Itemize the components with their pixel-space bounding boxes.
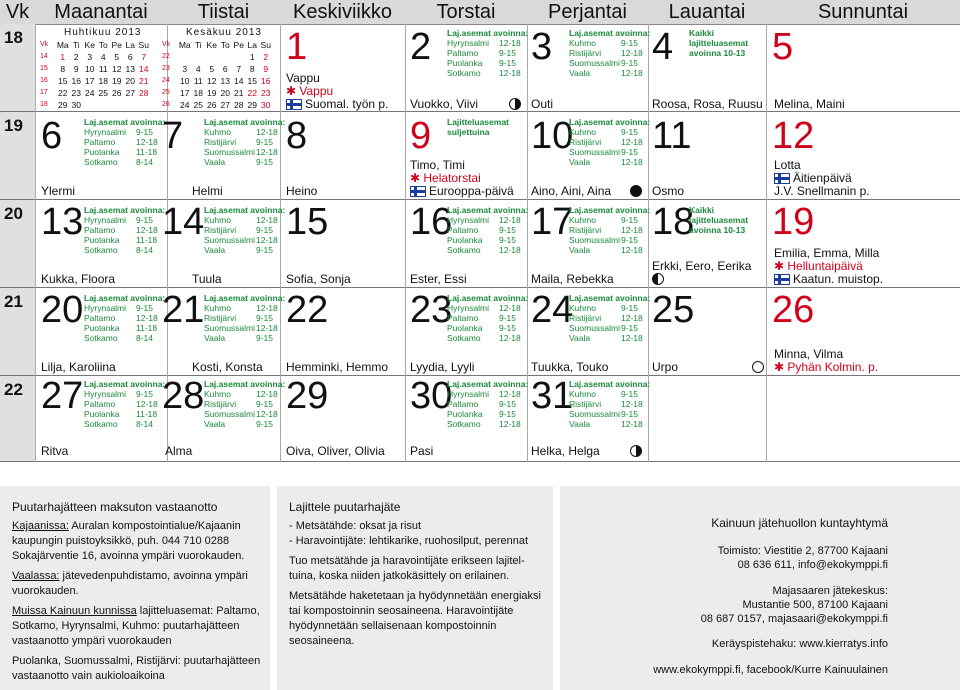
mini-head: Ke: [84, 40, 95, 50]
mini-day: 26: [207, 100, 217, 110]
info-section: [0, 486, 960, 690]
mini-day: 3: [87, 52, 93, 62]
name-day: Sofia, Sonja: [286, 272, 351, 286]
mini-day: 1: [249, 52, 255, 62]
day-number: 5: [772, 26, 794, 68]
mini-day: 4: [100, 52, 106, 62]
name-day: Tuula: [192, 272, 222, 286]
full-moon-icon: [630, 185, 642, 197]
mini-day: 7: [236, 64, 242, 74]
mini-day: 3: [182, 64, 188, 74]
mini-head: Su: [138, 40, 149, 50]
divider: [405, 24, 406, 462]
mini-day: 20: [220, 88, 230, 98]
day-note: Vappu: [286, 71, 320, 85]
name-day: Hemminki, Hemmo: [286, 360, 389, 374]
day-number: 24: [531, 289, 574, 331]
moon-phase-icon: [509, 98, 521, 110]
mini-day: 21: [234, 88, 244, 98]
mini-day: 11: [193, 76, 203, 86]
address-line: Toimisto: Viestitie 2, 87700 Kajaani: [717, 545, 888, 557]
day-number: 15: [286, 201, 329, 243]
mini-day: 9: [73, 64, 79, 74]
opening-hours: Laj.asemat avoinna: Hyrynsalmi 9-15 Paltamo 12-18 Puolanka 11-18 Sotkamo 8-14: [84, 379, 166, 429]
mini-day: 14: [139, 64, 149, 74]
opening-hours: Laj.asemat avoinna: Kuhmo 12-18 Ristijärvi 9-15 Suomussalmi12-18 Vaala 9-15: [204, 117, 286, 167]
mini-week: 23: [162, 65, 170, 72]
mini-day: 13: [220, 76, 230, 86]
mini-week: 26: [162, 101, 170, 108]
mini-head: Ma: [56, 40, 69, 50]
day-header-saturday: Lauantai: [668, 1, 746, 23]
name-day: Emilia, Emma, Milla: [774, 246, 880, 260]
day-header-friday: Perjantai: [548, 1, 627, 23]
finnish-flag-icon: [286, 99, 302, 110]
mini-day: 4: [195, 64, 201, 74]
opening-hours: Laj.asemat avoinna: Hyrynsalmi 9-15 Paltamo 12-18 Puolanka 11-18 Sotkamo 8-14: [84, 205, 166, 255]
day-number: 12: [772, 115, 815, 157]
week-number: 20: [4, 204, 23, 223]
opening-hours: Laj.asemat avoinna: Hyrynsalmi 9-15 Paltamo 12-18 Puolanka 11-18 Sotkamo 8-14: [84, 117, 166, 167]
box-title: Lajittele puutarhajäte: [289, 500, 401, 514]
name-day: Lilja, Karoliina: [41, 360, 116, 374]
mini-day: 5: [209, 64, 215, 74]
day-number: 9: [410, 115, 432, 157]
name-day: Ester, Essi: [410, 272, 467, 286]
name-day: Alma: [165, 444, 193, 458]
mini-head: Pe: [111, 40, 122, 50]
day-header-tuesday: Tiistai: [197, 1, 250, 23]
mini-day: 2: [263, 52, 269, 62]
mini-day: 9: [263, 64, 269, 74]
mini-day: 15: [247, 76, 257, 86]
mini-day: 30: [261, 100, 271, 110]
day-number: 20: [41, 289, 84, 331]
week-number: 18: [4, 28, 23, 47]
opening-hours: Laj.asemat avoinna: Kuhmo 9-15 Ristijärvi 12-18 Suomussalmi9-15 Vaala 12-18: [569, 28, 651, 78]
opening-hours-title: Laj.asemat avoinna:: [569, 28, 651, 38]
mini-day: 20: [125, 76, 135, 86]
name-day: Roosa, Rosa, Ruusu: [652, 97, 763, 111]
mini-day: 18: [98, 76, 108, 86]
contact-line[interactable]: 08 687 0157, majasaari@ekokymppi.fi: [700, 613, 888, 625]
mini-week: 24: [162, 77, 170, 84]
name-day: Melina, Maini: [774, 97, 845, 111]
mini-day: 30: [71, 100, 81, 110]
day-number: 22: [286, 289, 329, 331]
mini-calendar-table: [40, 39, 151, 111]
mini-day: 2: [73, 52, 79, 62]
mini-day: 11: [98, 64, 108, 74]
name-day: Pasi: [410, 444, 434, 458]
moon-phase-icon: [652, 273, 664, 285]
address-line: Majasaaren jätekeskus:: [772, 585, 888, 597]
day-number: 2: [410, 26, 432, 68]
link-line[interactable]: www.ekokymppi.fi, facebook/Kurre Kainuulainen: [653, 664, 888, 676]
opening-hours-title: Laj.asemat avoinna:: [447, 28, 529, 38]
name-day: Aino, Aini, Aina: [531, 184, 612, 198]
org-name: Kainuun jätehuollon kuntayhtymä: [711, 516, 888, 530]
day-number: 23: [410, 289, 453, 331]
name-day: Lotta: [774, 158, 801, 172]
holiday-label: ✱ Vappu: [286, 84, 334, 98]
mini-day: 6: [127, 52, 133, 62]
name-day: Helka, Helga: [531, 444, 600, 458]
opening-hours: Laj.asemat avoinna: Kuhmo 9-15 Ristijärvi 12-18 Suomussalmi9-15 Vaala 12-18: [569, 117, 651, 167]
opening-hours: Kaikki lajitteluasemat avoinna 10-13: [689, 205, 749, 235]
mini-day: 28: [139, 88, 149, 98]
mini-calendar-title: Huhtikuu 2013: [64, 27, 142, 38]
mini-day: 26: [112, 88, 122, 98]
day-number: 14: [162, 201, 205, 243]
day-header-sunday: Sunnuntai: [817, 1, 909, 23]
divider: [35, 24, 36, 462]
day-number: 8: [286, 115, 308, 157]
mini-head: Ti: [194, 40, 202, 50]
day-number: 17: [531, 201, 574, 243]
day-number: 31: [531, 375, 574, 417]
name-day: Kosti, Konsta: [192, 360, 263, 374]
day-number: 3: [531, 26, 553, 68]
holiday-label: ✱ Helatorstai: [410, 171, 481, 185]
day-number: 28: [162, 375, 205, 417]
day-number: 11: [652, 115, 692, 157]
new-moon-icon: [752, 361, 764, 373]
name-day: Ritva: [41, 444, 69, 458]
day-number: 30: [410, 375, 453, 417]
flag-day: [286, 97, 388, 111]
flag-day-label: J.V. Snellmanin p.: [774, 184, 870, 198]
name-day: Ylermi: [41, 184, 76, 198]
mini-day: 25: [193, 100, 203, 110]
mini-day: 10: [180, 76, 190, 86]
day-number: 26: [772, 289, 815, 331]
mini-week: 16: [40, 77, 48, 84]
opening-hours: Laj.asemat avoinna: Kuhmo 9-15 Ristijärvi 12-18 Suomussalmi9-15 Vaala 12-18: [569, 205, 651, 255]
day-number: 13: [41, 201, 84, 243]
day-number: 27: [41, 375, 84, 417]
name-day: Helmi: [192, 184, 223, 198]
mini-calendar-title: Kesäkuu 2013: [186, 27, 262, 38]
mini-day: 21: [139, 76, 149, 86]
day-number: 21: [162, 289, 205, 331]
link-line[interactable]: Keräyspistehaku: www.kierratys.info: [711, 638, 888, 650]
mini-day: 7: [141, 52, 147, 62]
week-number: 19: [4, 116, 23, 135]
mini-head: Su: [260, 40, 271, 50]
day-number: 6: [41, 115, 63, 157]
mini-calendar-april: [40, 27, 151, 111]
flag-day: Eurooppa-päivä: [410, 184, 514, 198]
name-day: Timo, Timi: [410, 158, 465, 172]
box-text: Kajaanissa: Auralan kompostointialue/Kajaanin kaupungin puistoyksikkö, puh. 044 710 0288 Sokajärventie 16, avoinna ympäri vuorokauden. Vaalassa: jätevedenpuhdistamo, avoinna ympäri vuorokauden. Muissa Kainuun kunnissa lajitteluasemat: Paltamo, Sotkamo, Hyrynsalmi, Kuhmo: puutarhajätteen vastaanotto ympäri vuorokauden Puolanka, Suomussalmi, Ristijärvi: puutarhajätteen vastaanotto vain aukioloaikoina: [12, 520, 261, 682]
day-number: 18: [652, 201, 695, 243]
name-day: Lyydia, Lyyli: [410, 360, 475, 374]
mini-head: Ti: [72, 40, 80, 50]
mini-head: La: [247, 40, 257, 50]
mini-week: 15: [40, 65, 48, 72]
contact-box: [560, 486, 960, 690]
week-number: 21: [4, 292, 23, 311]
mini-day: 1: [60, 52, 66, 62]
day-number: 25: [652, 289, 695, 331]
name-day: Heino: [286, 184, 318, 198]
mini-day: 19: [207, 88, 217, 98]
weekday-header: [0, 0, 960, 25]
opening-hours: Laj.asemat avoinna: Hyrynsalmi 12-18 Paltamo 9-15 Puolanka 9-15 Sotkamo 12-18: [447, 28, 529, 78]
opening-hours: Laj.asemat avoinna: Kuhmo 12-18 Ristijärvi 9-15 Suomussalmi12-18 Vaala 9-15: [204, 293, 286, 343]
mini-day: 15: [58, 76, 68, 86]
mini-day: 5: [114, 52, 120, 62]
mini-day: 25: [98, 88, 108, 98]
mini-calendar-june: [162, 27, 273, 111]
sorting-box: [277, 486, 553, 690]
mini-calendar-table: [162, 39, 273, 111]
day-header-monday: Maanantai: [54, 1, 148, 23]
name-day: Erkki, Eero, Eerika: [652, 259, 752, 273]
divider: [766, 24, 767, 462]
mini-day: 17: [180, 88, 190, 98]
mini-day: 23: [71, 88, 81, 98]
day-number: 7: [162, 115, 184, 157]
flag-day: Äitienpäivä: [774, 171, 852, 185]
name-day: Oiva, Oliver, Olivia: [286, 444, 385, 458]
mini-head: To: [98, 40, 108, 50]
mini-week: 18: [40, 101, 48, 108]
mini-day: 23: [261, 88, 271, 98]
mini-head: Ke: [206, 40, 217, 50]
mini-day: 12: [112, 64, 122, 74]
mini-week: 22: [162, 53, 170, 60]
mini-day: 8: [60, 64, 66, 74]
opening-hours: Laj.asemat avoinna: Kuhmo 9-15 Ristijärvi 12-18 Suomussalmi9-15 Vaala 12-18: [569, 379, 651, 429]
name-day: Kukka, Floora: [41, 272, 116, 286]
mini-head: To: [220, 40, 230, 50]
day-header-thursday: Torstai: [436, 1, 496, 23]
mini-day: 8: [249, 64, 255, 74]
day-number: 19: [772, 201, 815, 243]
mini-day: 28: [234, 100, 244, 110]
mini-day: 10: [85, 64, 95, 74]
mini-week: 17: [40, 89, 48, 96]
mini-head: La: [125, 40, 135, 50]
day-number: 4: [652, 26, 674, 68]
holiday-label: ✱ Pyhän Kolmin. p.: [774, 360, 879, 374]
name-day: Minna, Vilma: [774, 347, 844, 361]
finnish-flag-icon: [410, 186, 426, 197]
day-header-wednesday: Keskiviikko: [293, 1, 392, 23]
mini-day: 24: [85, 88, 95, 98]
mini-day: 14: [234, 76, 244, 86]
mini-day: 19: [112, 76, 122, 86]
address-line: Mustantie 500, 87100 Kajaani: [742, 599, 888, 611]
mini-day: 29: [58, 100, 68, 110]
mini-week: 14: [40, 53, 48, 60]
closed-notice: Lajitteluasemat suljettuina: [447, 117, 509, 137]
day-number: 10: [531, 115, 574, 157]
mini-day: 27: [220, 100, 230, 110]
day-number: 16: [410, 201, 453, 243]
mini-day: 16: [71, 76, 81, 86]
finnish-flag-icon: [774, 173, 790, 184]
week-column-header: Vk: [5, 1, 30, 23]
mini-head: Vk: [162, 41, 171, 48]
opening-hours: Laj.asemat avoinna: Kuhmo 9-15 Ristijärvi 12-18 Suomussalmi9-15 Vaala 12-18: [569, 293, 651, 343]
box-title: Puutarhajätteen maksuton vastaanotto: [12, 500, 218, 514]
mini-head: Ma: [178, 40, 191, 50]
mini-day: 24: [180, 100, 190, 110]
opening-hours: Laj.asemat avoinna: Kuhmo 12-18 Ristijärvi 9-15 Suomussalmi12-18 Vaala 9-15: [204, 205, 286, 255]
name-day: Outi: [531, 97, 554, 111]
mini-day: 22: [58, 88, 68, 98]
mini-day: 27: [125, 88, 135, 98]
mini-day: 29: [247, 100, 257, 110]
holiday-label: ✱ Helluntaipäivä: [774, 259, 863, 273]
name-day: Maila, Rebekka: [531, 272, 614, 286]
opening-hours: Kaikki lajitteluasemat avoinna 10-13: [689, 28, 749, 58]
mini-day: 22: [247, 88, 257, 98]
opening-hours: Laj.asemat avoinna: Hyrynsalmi 9-15 Paltamo 12-18 Puolanka 11-18 Sotkamo 8-14: [84, 293, 166, 343]
opening-hours: Laj.asemat avoinna: Hyrynsalmi 12-18 Paltamo 9-15 Puolanka 9-15 Sotkamo 12-18: [447, 205, 529, 255]
mini-head: Pe: [233, 40, 244, 50]
moon-phase-icon: [630, 445, 642, 457]
opening-hours: Laj.asemat avoinna: Hyrynsalmi 12-18 Paltamo 9-15 Puolanka 9-15 Sotkamo 12-18: [447, 379, 529, 429]
opening-hours: Laj.asemat avoinna: Kuhmo 12-18 Ristijärvi 9-15 Suomussalmi12-18 Vaala 9-15: [204, 379, 286, 429]
mini-day: 13: [125, 64, 135, 74]
name-day: Vuokko, Viivi: [410, 97, 479, 111]
mini-day: 16: [261, 76, 271, 86]
opening-hours: Laj.asemat avoinna: Hyrynsalmi 12-18 Paltamo 9-15 Puolanka 9-15 Sotkamo 12-18: [447, 293, 529, 343]
flag-day-label: Suomal. työn p.: [305, 97, 389, 111]
mini-week: 25: [162, 89, 170, 96]
mini-day: 18: [193, 88, 203, 98]
flag-day: Kaatun. muistop.: [774, 272, 883, 286]
mini-day: 6: [222, 64, 228, 74]
finnish-flag-icon: [774, 274, 790, 285]
name-day: Urpo: [652, 360, 679, 374]
mini-day: 12: [207, 76, 217, 86]
box-text: - Metsätähde: oksat ja risut - Haravointijäte: lehtikarike, ruohosilput, perennat Tuo metsätähde ja haravointijäte erikseen lajiteltuina, koska niiden jatkokäsittely on erilainen. Metsätähde haketetaan ja hyödynnetään energiaksi tai kompostoinnin seosaineena. Haravointijäte hyödynnetään sellaisenaan kompostoinnin seosaineena.: [289, 520, 541, 647]
contact-line[interactable]: 08 636 611, info@ekokymppi.fi: [737, 559, 888, 571]
name-day: Tuukka, Touko: [531, 360, 609, 374]
garden-waste-box: [0, 486, 270, 690]
week-number: 22: [4, 380, 23, 399]
mini-head: Vk: [40, 41, 49, 48]
day-number: 29: [286, 375, 329, 417]
name-day: Osmo: [652, 184, 685, 198]
day-number: 1: [286, 26, 308, 68]
mini-day: 17: [85, 76, 95, 86]
